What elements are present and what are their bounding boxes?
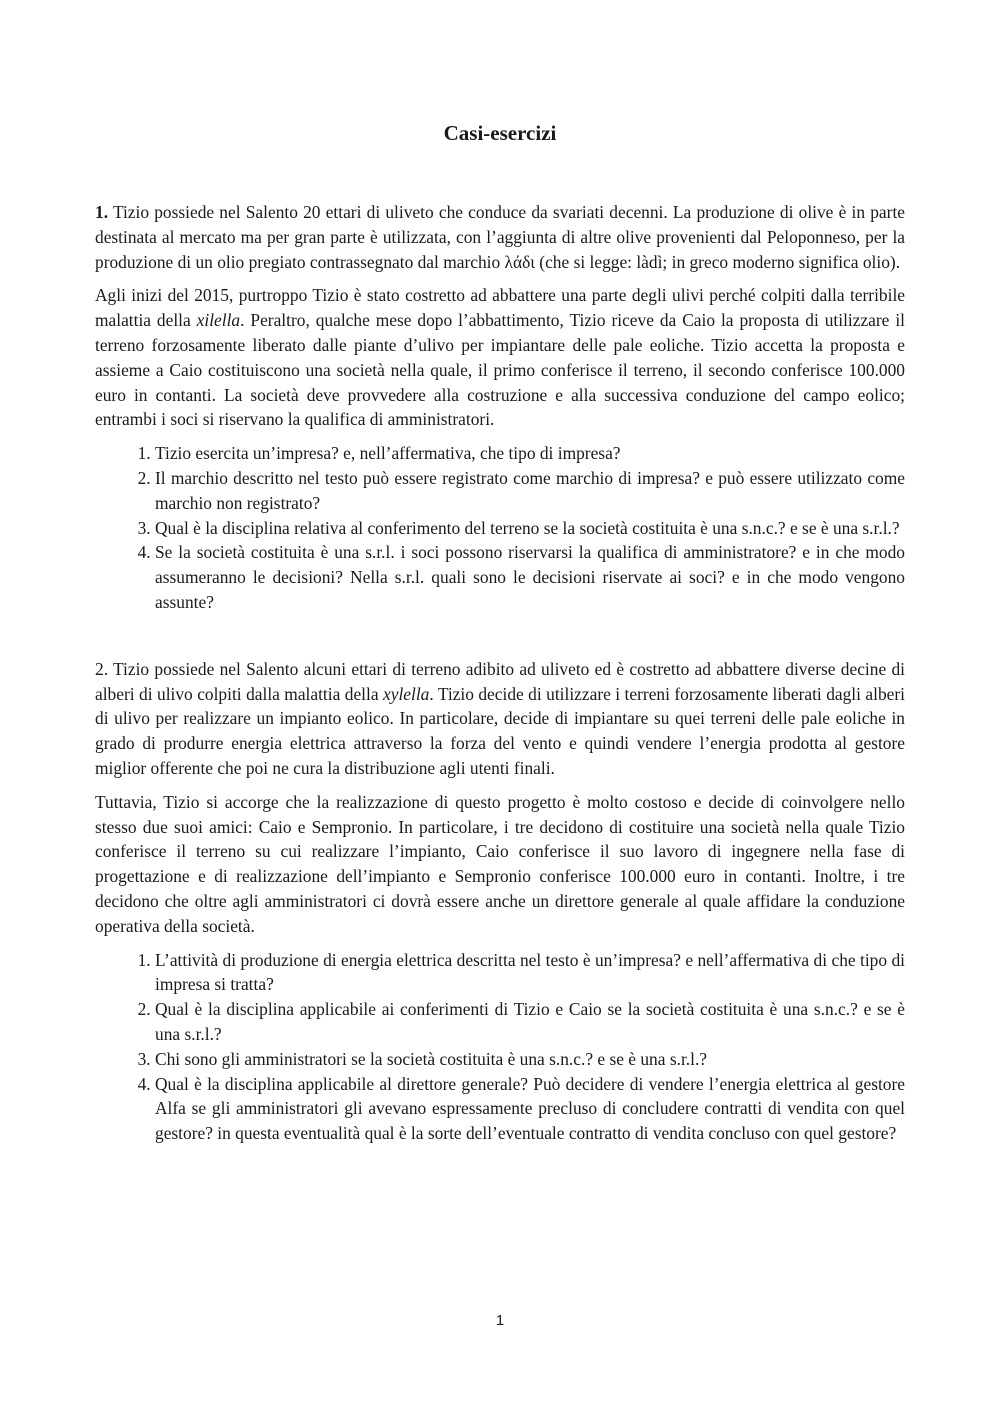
case-2-paragraph-2: Tuttavia, Tizio si accorge che la realizzazione di questo progetto è molto costoso e decide di coinvolgere nello stesso due suoi amici: Caio e Sempronio. In particolare, i tre decidono di costituire una società nella quale Tizio conferisce il terreno su cui realizzare l’impianto, Caio conferisce il suo lavoro di ingegnere nella fase di progettazione e di realizzazione dell’impianto e Sempronio conferisce 100.000 euro in contanti. Inoltre, i tre decidono che oltre agli amministratori ci dovrà essere anche un direttore generale al quale affidare la conduzione operativa della società. <box>95 791 905 936</box>
case-2-question-3: 3. Chi sono gli amministratori se la società costituita è una s.n.c.? e se è una s.r.l.? <box>155 1047 905 1072</box>
case-1-questions <box>95 441 905 615</box>
case-2-question-1: 1. L’attività di produzione di energia elettrica descritta nel testo è un’impresa? e nell’affermativa di che tipo di impresa si tratta? <box>155 948 905 998</box>
case-2-paragraph-1-text-a: Tizio possiede nel Salento alcuni ettari di terreno adibito ad uliveto ed è costretto ad abbattere diverse decine di alberi di ulivo colpiti dalla malattia della <box>95 658 905 704</box>
case-1-paragraph-2-emphasis: xilella <box>196 310 241 331</box>
case-2-paragraph-1-emphasis: xylella <box>383 683 430 704</box>
case-1-question-4: 4. Se la società costituita è una s.r.l. i soci possono riservarsi la qualifica di amministratore? e in che modo assumeranno le decisioni? Nella s.r.l. quali sono le decisioni riservate ai soci? e in che modo vengono assunte? <box>155 540 905 614</box>
case-1-paragraph-2-text-b: . Peraltro, qualche mese dopo l’abbattimento, Tizio riceve da Caio la proposta di utilizzare il terreno forzosamente liberato dalle piante d’ulivo per impiantare delle pale eoliche. Tizio accetta la proposta e assieme a Caio costituiscono una società nella quale, il primo conferisce il terreno, il secondo conferisce 100.000 euro in contanti. La società deve provvedere alla costruzione e alla successiva conduzione del campo eolico; entrambi i soci si riservano la qualifica di amministratori. <box>95 310 905 430</box>
case-2-question-2: 2. Qual è la disciplina applicabile ai conferimenti di Tizio e Caio se la società costituita è una s.n.c.? e se è una s.r.l.? <box>155 997 905 1047</box>
case-1-question-1: 1. Tizio esercita un’impresa? e, nell’affermativa, che tipo di impresa? <box>155 441 905 466</box>
document-title: Casi-esercizi <box>443 121 557 145</box>
page-number: 1 <box>495 1312 505 1329</box>
case-1-question-2: 2. Il marchio descritto nel testo può essere registrato come marchio di impresa? e può essere utilizzato come marchio non registrato? <box>155 466 905 516</box>
case-2 <box>95 657 905 1146</box>
case-2-paragraph-1 <box>95 657 905 781</box>
case-1-paragraph-2-text-a: Agli inizi del 2015, purtroppo Tizio è stato costretto ad abbattere una parte degli ulivi perché colpiti dalla terribile malattia della <box>95 285 905 331</box>
case-1-question-3: 3. Qual è la disciplina relativa al conferimento del terreno se la società costituita è una s.n.c.? e se è una s.r.l.? <box>155 516 905 541</box>
case-2-number: 2. <box>95 658 109 679</box>
case-2-questions <box>95 948 905 1146</box>
case-1-paragraph-1-text: Tizio possiede nel Salento 20 ettari di uliveto che conduce da svariati decenni. La produzione di olive è in parte destinata al mercato ma per gran parte è utilizzata, con l’aggiunta di altre olive provenienti dal Peloponneso, per la produzione di un olio pregiato contrassegnato dal marchio λάδι (che si legge: làdì; in greco moderno significa olio). <box>95 202 905 272</box>
case-2-paragraph-1-text-b: . Tizio decide di utilizzare i terreni forzosamente liberati dagli alberi di ulivo per realizzare un impianto eolico. In particolare, decide di impiantare su quei terreni delle pale eoliche in grado di produrre energia elettrica attraverso la forza del vento e quindi vendere l’energia prodotta al gestore miglior offerente che poi ne cura la distribuzione agli utenti finali. <box>95 683 905 778</box>
case-1-paragraph-2 <box>95 283 905 432</box>
case-1 <box>95 200 905 615</box>
case-2-question-4: 4. Qual è la disciplina applicabile al direttore generale? Può decidere di vendere l’energia elettrica al gestore Alfa se gli amministratori gli avevano espressamente precluso di concludere contratti di vendita con quel gestore? in questa eventualità qual è la sorte dell’eventuale contratto di vendita concluso con quel gestore? <box>155 1072 905 1146</box>
document-page <box>95 118 905 1146</box>
case-1-paragraph-1 <box>95 200 905 274</box>
case-1-number: 1. <box>95 202 109 222</box>
